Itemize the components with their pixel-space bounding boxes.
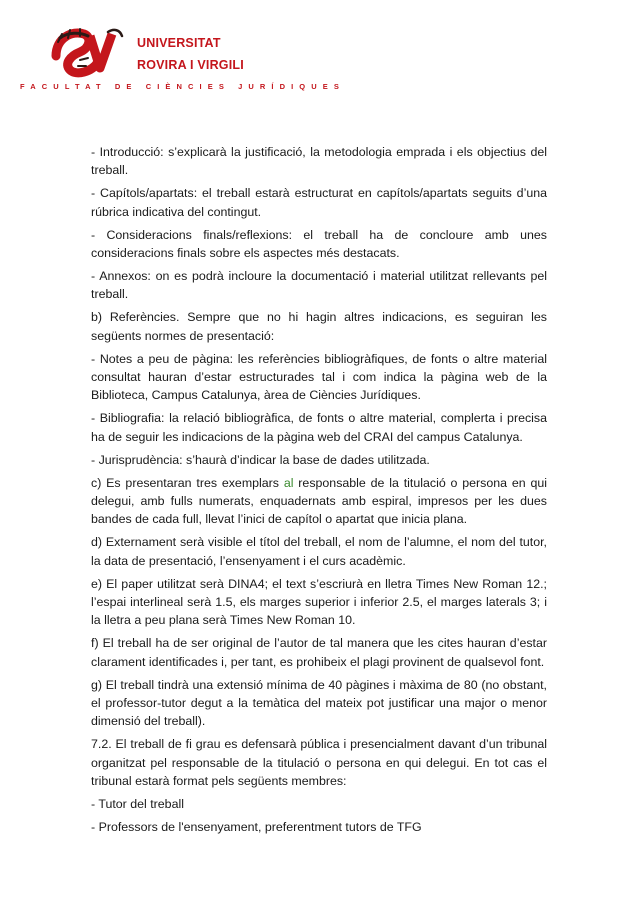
paragraph-annexos: - Annexos: on es podrà incloure la documentació i material utilitzat rellevants pel treball. (91, 268, 547, 302)
paragraph-original: f) El treball ha de ser original de l’autor de tal manera que les cites hauran d’estar clarament identificades i, per tant, es prohibeix el plagi provinent de qualsevol font. (91, 636, 547, 669)
university-name-line1: UNIVERSITAT (137, 36, 221, 50)
paragraph-paper: e) El paper utilitzat serà DINA4; el text s’escriurà en lletra Times New Roman 12.; l’espai interlineal serà 1.5, els marges superior i inferior 2.5, el marges laterals 3; i la lletra a peu plana serà Times New Roman 10. (91, 576, 547, 628)
paragraph-exemplars-end: responsable de la titulació o persona en qui delegui, amb fulls numerats, enquadernats amb espiral, impresos per les dues bandes de cada full, llevat l’inici de capítol o apartat que inicia plana. (91, 475, 547, 527)
paragraph-referencies: b) Referències. Sempre que no hi hagin altres indicacions, es seguiran les següents normes de presentació: (91, 310, 547, 343)
document-body (91, 143, 547, 841)
paragraph-capitols: - Capítols/apartats: el treball estarà estructurat en capítols/apartats seguits d’una rúbrica indicativa del contingut. (91, 186, 547, 219)
paragraph-exemplars (91, 474, 547, 529)
paragraph-exemplars-start: c) Es presentaran tres exemplars (91, 475, 284, 490)
paragraph-notes: - Notes a peu de pàgina: les referències bibliogràfiques, de fonts o altre material consultat hauran d’estar estructurades tal i com indica la pàgina web de la Biblioteca, Campus Catalunya, àrea de Ciències Jurídiques. (91, 351, 547, 403)
faculty-name: FACULTAT DE CIÈNCIES JURÍDIQUES (20, 82, 345, 91)
document-header (0, 0, 638, 100)
paragraph-jurisprudencia: - Jurisprudència: s’haurà d’indicar la base de dades utilitzada. (91, 452, 430, 467)
paragraph-professors: - Professors de l'ensenyament, preferentment tutors de TFG (91, 819, 422, 834)
paragraph-tutor: - Tutor del treball (91, 797, 184, 811)
paragraph-consideracions: - Consideracions finals/reflexions: el treball ha de concloure amb unes consideracions finals sobre els aspectes més destacats. (91, 227, 547, 261)
paragraph-bibliografia: - Bibliografia: la relació bibliogràfica, de fonts o altre material, complerta i precisa ha de seguir les indicacions de la pàgina web del CRAI del campus Catalunya. (91, 411, 547, 444)
paragraph-externament: d) Externament serà visible el títol del treball, el nom de l’alumne, el nom del tutor, la data de presentació, l’ensenyament i el curs acadèmic. (91, 535, 547, 568)
paragraph-defensa: 7.2. El treball de fi grau es defensarà pública i presencialment davant d’un tribunal organitzat pel responsable de la titulació o persona en qui delegui. En tot cas el tribunal estarà format pels següents membres: (91, 737, 547, 789)
university-name-line2: ROVIRA I VIRGILI (137, 58, 244, 72)
paragraph-introduccio: - Introducció: s’explicarà la justificació, la metodologia emprada i els objectius del treball. (91, 145, 547, 178)
highlighted-word: al (283, 475, 294, 490)
university-logo (50, 22, 130, 78)
paragraph-extensio: g) El treball tindrà una extensió mínima de 40 pàgines i màxima de 80 (no obstant, el professor-tutor degut a la temàtica del mateix pot justificar una major o menor dimensió del treball). (91, 677, 547, 729)
